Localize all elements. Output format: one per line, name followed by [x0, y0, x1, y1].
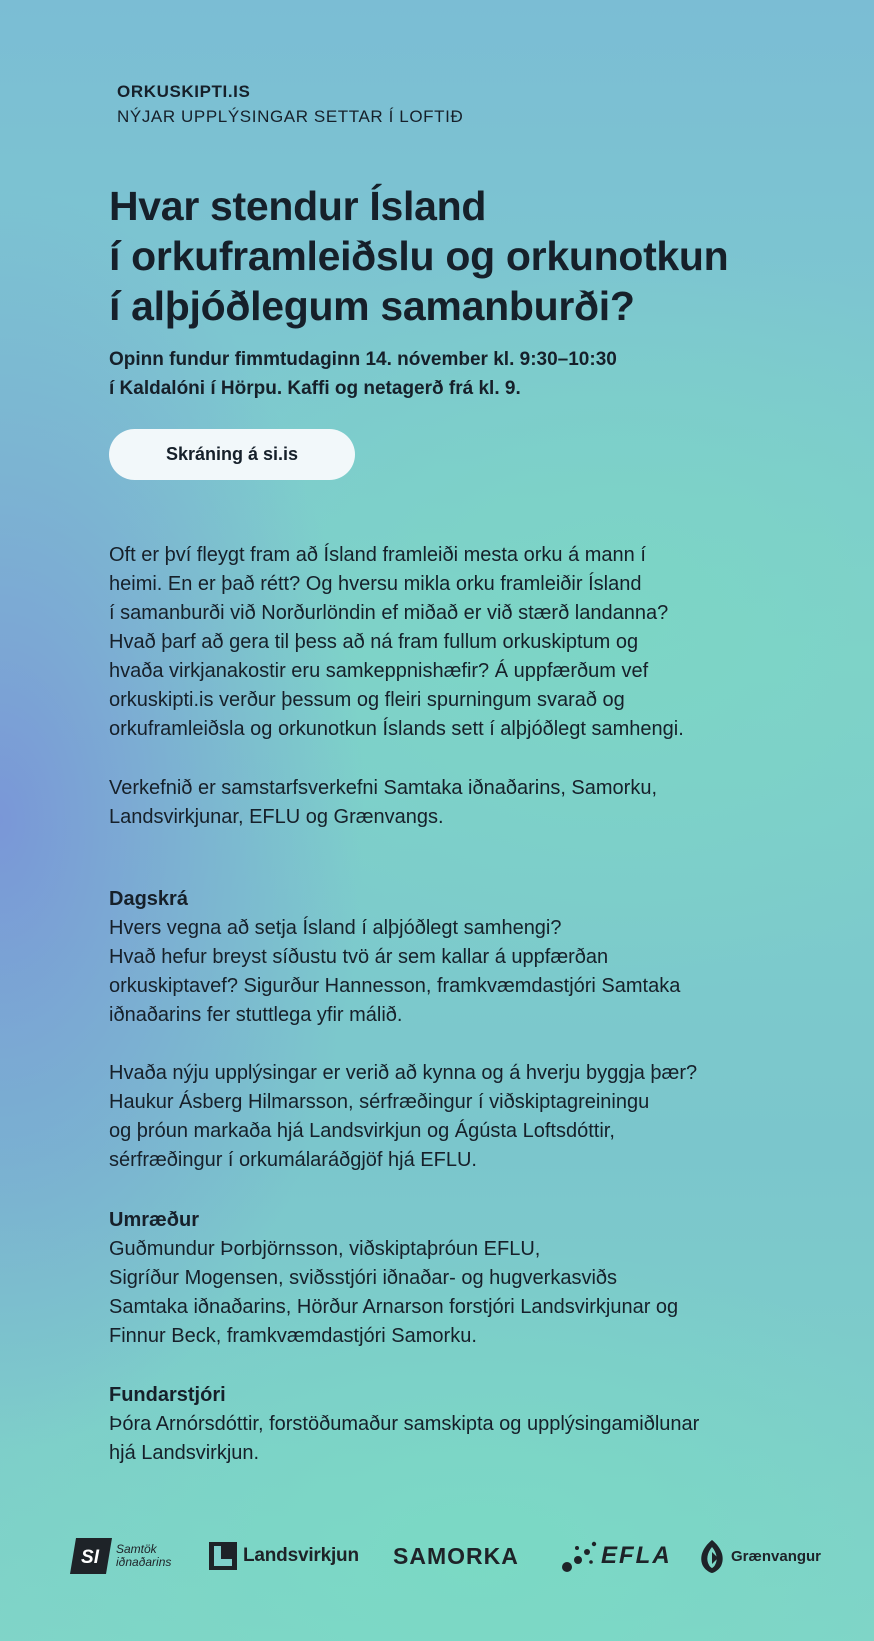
- partner-logos: [0, 1536, 874, 1576]
- efla-dots-icon: [561, 1538, 597, 1574]
- title-line: Hvar stendur Ísland: [109, 183, 487, 229]
- site-name: ORKUSKIPTI.IS: [117, 82, 251, 101]
- landsvirkjun-wordmark: Landsvirkjun: [243, 1545, 359, 1566]
- samorka-wordmark: SAMORKA: [393, 1542, 519, 1569]
- title-line: í orkuframleiðslu og orkunotkun: [109, 233, 729, 279]
- agenda-line: iðnaðarins fer stuttlega yfir málið.: [109, 1004, 403, 1026]
- landsvirkjun-logo: [209, 1536, 359, 1576]
- agenda-line: sérfræðingur í orkumálaráðgjöf hjá EFLU.: [109, 1149, 477, 1171]
- agenda-line: og þróun markaða hjá Landsvirkjun og Ágústa Loftsdóttir,: [109, 1120, 615, 1142]
- intro-line: hvaða virkjanakostir eru samkeppnishæfir? Á uppfærðum vef: [109, 660, 649, 682]
- chair-heading: Fundarstjóri: [109, 1384, 226, 1406]
- agenda-section: [109, 885, 829, 1175]
- intro-line: í samanburði við Norðurlöndin ef miðað er við stærð landanna?: [109, 602, 669, 624]
- chair-line: Þóra Arnórsdóttir, forstöðumaður samskipta og upplýsingamiðlunar: [109, 1413, 700, 1435]
- discussion-line: Sigríður Mogensen, sviðsstjóri iðnaðar- og hugverkasviðs: [109, 1267, 618, 1289]
- agenda-line: Hvaða nýju upplýsingar er verið að kynna og á hverju byggja þær?: [109, 1062, 698, 1084]
- site-tagline: NÝJAR UPPLÝSINGAR SETTAR Í LOFTIÐ: [117, 107, 464, 126]
- event-details: [109, 345, 829, 403]
- intro-line: orkuskipti.is verður þessum og fleiri spurningum svarað og: [109, 689, 625, 711]
- partners-line: Landsvirkjunar, EFLU og Grænvangs.: [109, 806, 444, 828]
- partners-line: Verkefnið er samstarfsverkefni Samtaka iðnaðarins, Samorku,: [109, 777, 658, 799]
- agenda-item: [109, 1059, 829, 1175]
- agenda-line: orkuskiptavef? Sigurður Hannesson, framkvæmdastjóri Samtaka: [109, 975, 681, 997]
- partners-paragraph: [109, 774, 829, 832]
- discussion-line: Samtaka iðnaðarins, Hörður Arnarson forstjóri Landsvirkjunar og: [109, 1296, 679, 1318]
- si-wordmark-line: iðnaðarins: [116, 1555, 172, 1569]
- header-brand: [117, 82, 463, 127]
- discussion-heading: Umræður: [109, 1209, 200, 1231]
- intro-line: orkuframleiðsla og orkunotkun Íslands sett í alþjóðlegt samhengi.: [109, 718, 684, 740]
- agenda-heading: Dagskrá: [109, 888, 188, 910]
- event-details-line: Opinn fundur fimmtudaginn 14. nóvember kl. 9:30–10:30: [109, 349, 617, 370]
- efla-wordmark: EFLA: [601, 1542, 672, 1569]
- si-logo: [70, 1536, 171, 1576]
- samorka-logo: [393, 1536, 519, 1576]
- efla-logo: [561, 1536, 672, 1576]
- chair-line: hjá Landsvirkjun.: [109, 1442, 260, 1464]
- graenvangur-wordmark: Grænvangur: [731, 1547, 822, 1565]
- si-mark-icon: [70, 1538, 112, 1574]
- discussion-line: Finnur Beck, framkvæmdastjóri Samorku.: [109, 1325, 477, 1347]
- agenda-line: Haukur Ásberg Hilmarsson, sérfræðingur í viðskiptagreiningu: [109, 1091, 650, 1113]
- title-line: í alþjóðlegum samanburði?: [109, 283, 635, 329]
- register-button[interactable]: Skráning á si.is: [109, 429, 355, 480]
- event-details-line: í Kaldalóni í Hörpu. Kaffi og netagerð frá kl. 9.: [109, 378, 521, 399]
- graenvangur-logo: [697, 1536, 821, 1576]
- graenvangur-leaf-icon: [697, 1538, 727, 1574]
- si-wordmark: [116, 1543, 171, 1569]
- chair-section: [109, 1381, 829, 1468]
- si-wordmark-line: Samtök: [116, 1542, 157, 1556]
- intro-line: heimi. En er það rétt? Og hversu mikla orku framleiðir Ísland: [109, 573, 642, 595]
- discussion-section: [109, 1206, 829, 1351]
- chair-text: [109, 1410, 829, 1468]
- page-title: [109, 181, 849, 331]
- discussion-line: Guðmundur Þorbjörnsson, viðskiptaþróun EFLU,: [109, 1238, 541, 1260]
- agenda-item: [109, 914, 829, 1030]
- discussion-text: [109, 1235, 829, 1351]
- intro-line: Hvað þarf að gera til þess að ná fram fullum orkuskiptum og: [109, 631, 639, 653]
- agenda-line: Hvað hefur breyst síðustu tvö ár sem kallar á uppfærðan: [109, 946, 609, 968]
- agenda-line: Hvers vegna að setja Ísland í alþjóðlegt samhengi?: [109, 917, 562, 939]
- intro-line: Oft er því fleygt fram að Ísland framleiði mesta orku á mann í: [109, 544, 646, 566]
- intro-paragraph: [109, 541, 829, 744]
- landsvirkjun-mark-icon: [209, 1542, 237, 1570]
- si-mark-text: SI: [81, 1547, 99, 1568]
